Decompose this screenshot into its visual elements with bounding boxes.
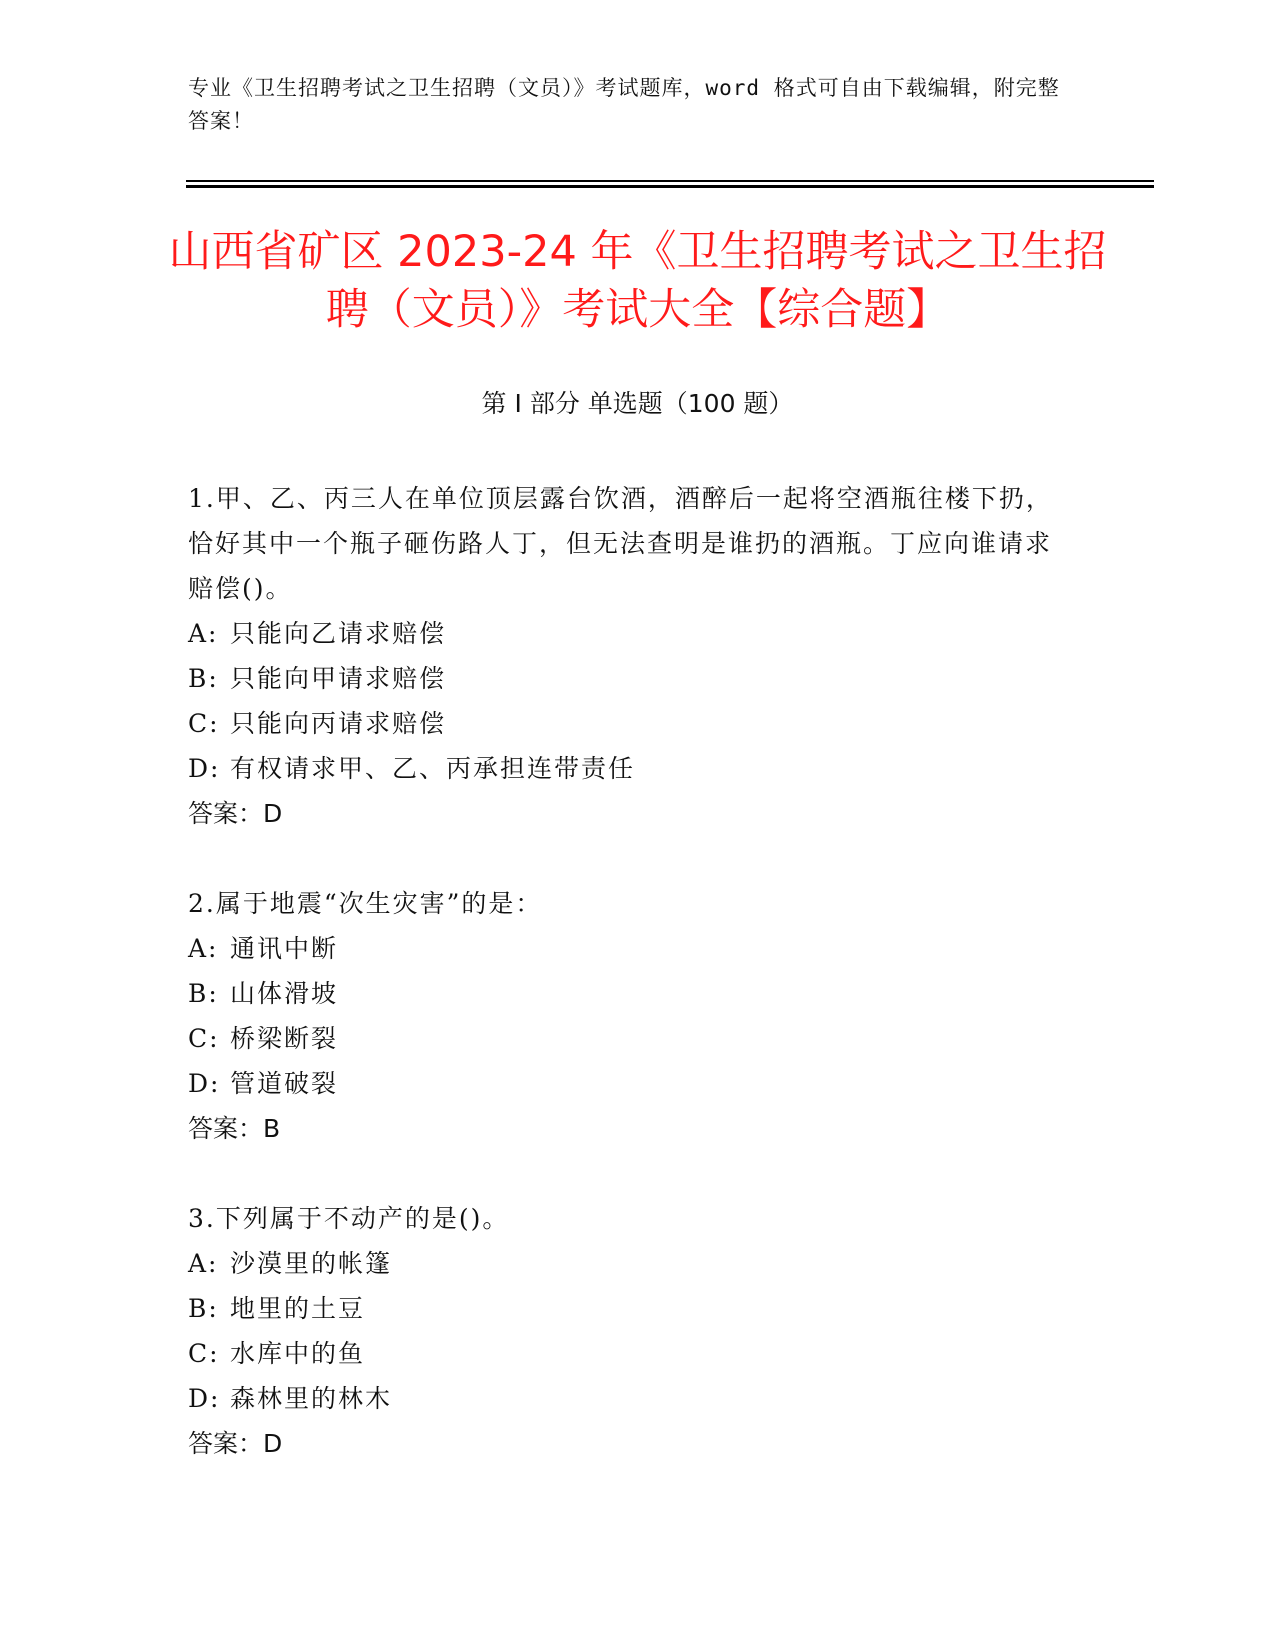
option-key: B: bbox=[188, 1294, 219, 1323]
question-3 bbox=[188, 1196, 1068, 1466]
option-text: 通讯中断 bbox=[230, 934, 339, 963]
option-a bbox=[188, 611, 1068, 656]
option-c bbox=[188, 1331, 1068, 1376]
question-1 bbox=[188, 476, 1068, 836]
option-b bbox=[188, 656, 1068, 701]
option-a bbox=[188, 926, 1068, 971]
option-key: D: bbox=[188, 754, 221, 783]
option-key: B: bbox=[188, 979, 219, 1008]
option-text: 山体滑坡 bbox=[230, 979, 339, 1008]
question-stem: 3.下列属于不动产的是()。 bbox=[188, 1204, 510, 1233]
option-c bbox=[188, 701, 1068, 746]
option-d bbox=[188, 746, 1068, 791]
document-title: 山西省矿区 2023-24 年《卫生招聘考试之卫生招聘（文员）》考试大全【综合题】 bbox=[168, 227, 1107, 335]
option-key: C: bbox=[188, 1024, 220, 1053]
option-text: 地里的土豆 bbox=[230, 1294, 366, 1323]
option-text: 有权请求甲、乙、丙承担连带责任 bbox=[230, 754, 636, 783]
option-key: C: bbox=[188, 709, 220, 738]
option-b bbox=[188, 971, 1068, 1016]
header-note: 专业《卫生招聘考试之卫生招聘（文员）》考试题库，word 格式可自由下载编辑，附完整答案！ bbox=[188, 76, 1060, 133]
option-text: 只能向甲请求赔偿 bbox=[230, 664, 447, 693]
option-c bbox=[188, 1016, 1068, 1061]
option-text: 森林里的林木 bbox=[230, 1384, 393, 1413]
question-stem: 2.属于地震“次生灾害”的是： bbox=[188, 889, 543, 918]
header-divider-thin bbox=[186, 180, 1154, 182]
question-stem: 1.甲、乙、丙三人在单位顶层露台饮酒，酒醉后一起将空酒瓶往楼下扔，恰好其中一个瓶子砸伤路人丁，但无法查明是谁扔的酒瓶。丁应向谁请求赔偿()。 bbox=[188, 484, 1053, 603]
option-d bbox=[188, 1061, 1068, 1106]
option-key: D: bbox=[188, 1384, 221, 1413]
section-heading: 第 I 部分 单选题（100 题） bbox=[481, 389, 794, 418]
option-key: C: bbox=[188, 1339, 220, 1368]
option-text: 水库中的鱼 bbox=[230, 1339, 366, 1368]
option-key: A: bbox=[188, 934, 219, 963]
question-list bbox=[188, 476, 1068, 1511]
answer-line: 答案：D bbox=[188, 799, 283, 828]
option-key: D: bbox=[188, 1069, 221, 1098]
option-text: 只能向丙请求赔偿 bbox=[230, 709, 447, 738]
option-text: 只能向乙请求赔偿 bbox=[230, 619, 447, 648]
option-key: A: bbox=[188, 1249, 219, 1278]
option-key: A: bbox=[188, 619, 219, 648]
option-text: 桥梁断裂 bbox=[230, 1024, 339, 1053]
answer-line: 答案：D bbox=[188, 1429, 283, 1458]
header-divider-thick bbox=[186, 185, 1154, 188]
option-text: 沙漠里的帐篷 bbox=[230, 1249, 393, 1278]
option-key: B: bbox=[188, 664, 219, 693]
answer-line: 答案：B bbox=[188, 1114, 281, 1143]
option-d bbox=[188, 1376, 1068, 1421]
option-a bbox=[188, 1241, 1068, 1286]
option-b bbox=[188, 1286, 1068, 1331]
question-2 bbox=[188, 881, 1068, 1151]
option-text: 管道破裂 bbox=[230, 1069, 339, 1098]
